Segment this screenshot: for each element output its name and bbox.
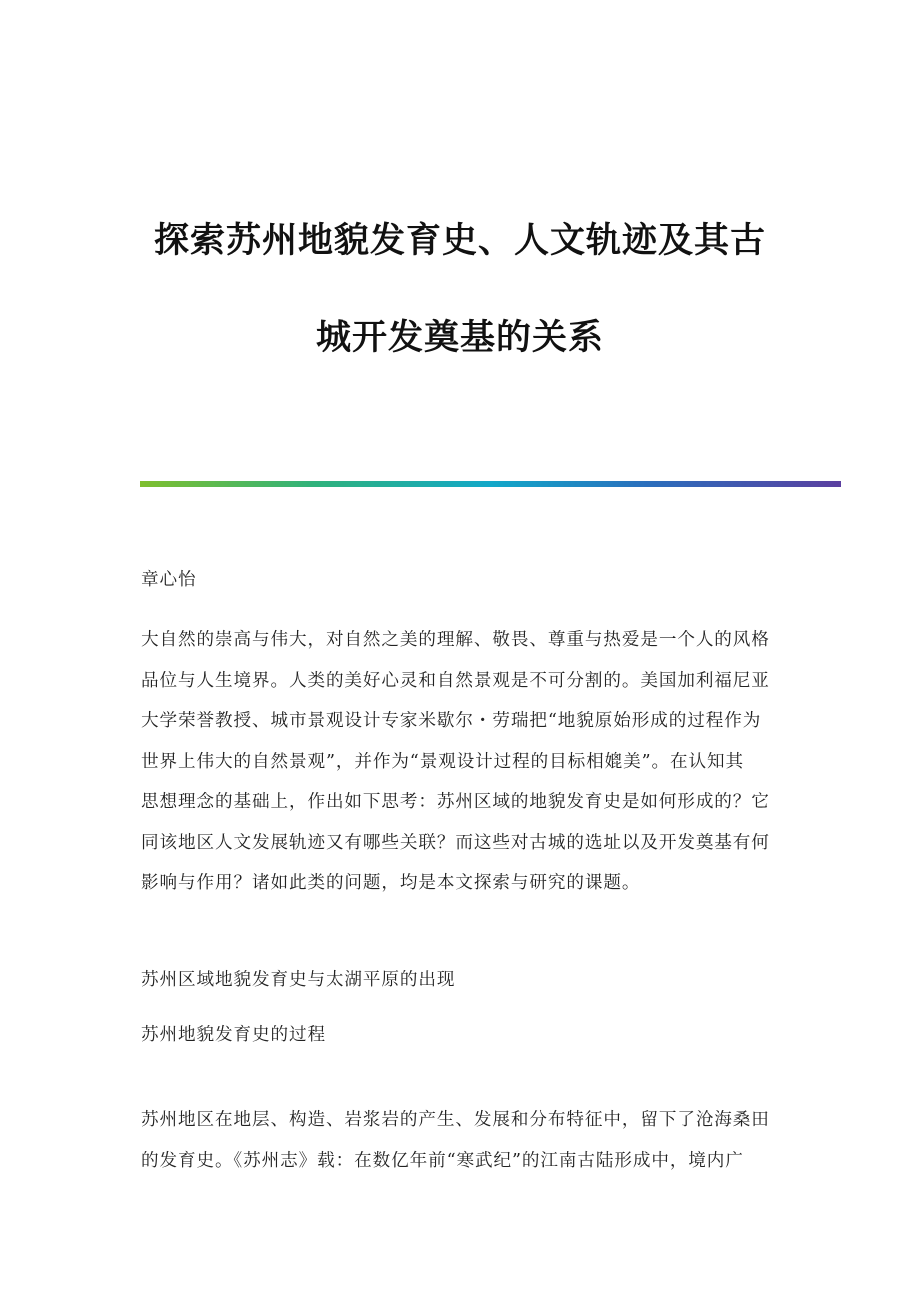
paragraph-line: 大学荣誉教授、城市景观设计专家米歇尔・劳瑞把“地貌原始形成的过程作为 [141, 711, 762, 731]
body-paragraph [141, 1100, 781, 1181]
section-heading: 苏州区域地貌发育史与太湖平原的出现 [141, 970, 456, 990]
paragraph-line: 苏州地区在地层、构造、岩浆岩的产生、发展和分布特征中，留下了沧海桑田 [141, 1110, 770, 1130]
subsection-heading: 苏州地貌发育史的过程 [141, 1025, 326, 1045]
paragraph-line: 大自然的崇高与伟大，对自然之美的理解、敬畏、尊重与热爱是一个人的风格 [141, 630, 770, 650]
document-title-line-1: 探索苏州地貌发育史、人文轨迹及其古 [153, 221, 766, 261]
paragraph-line: 的发育史。《苏州志》载：在数亿年前“寒武纪”的江南古陆形成中，境内广 [141, 1150, 744, 1171]
paragraph-line: 思想理念的基础上，作出如下思考：苏州区域的地貌发育史是如何形成的？它 [141, 792, 770, 812]
paragraph-line: 世界上伟大的自然景观”，并作为“景观设计过程的目标相媲美”。在认知其 [141, 751, 744, 772]
paragraph-line: 同该地区人文发展轨迹又有哪些关联？而这些对古城的选址以及开发奠基有何 [141, 832, 770, 853]
gradient-divider [140, 481, 841, 487]
document-title-line-2: 城开发奠基的关系 [315, 318, 604, 358]
author-name: 章心怡 [141, 570, 197, 590]
paragraph-line: 品位与人生境界。人类的美好心灵和自然景观是不可分割的。美国加利福尼亚 [141, 670, 770, 691]
intro-paragraph [141, 620, 781, 904]
paragraph-line: 影响与作用？诸如此类的问题，均是本文探索与研究的课题。 [141, 873, 641, 893]
